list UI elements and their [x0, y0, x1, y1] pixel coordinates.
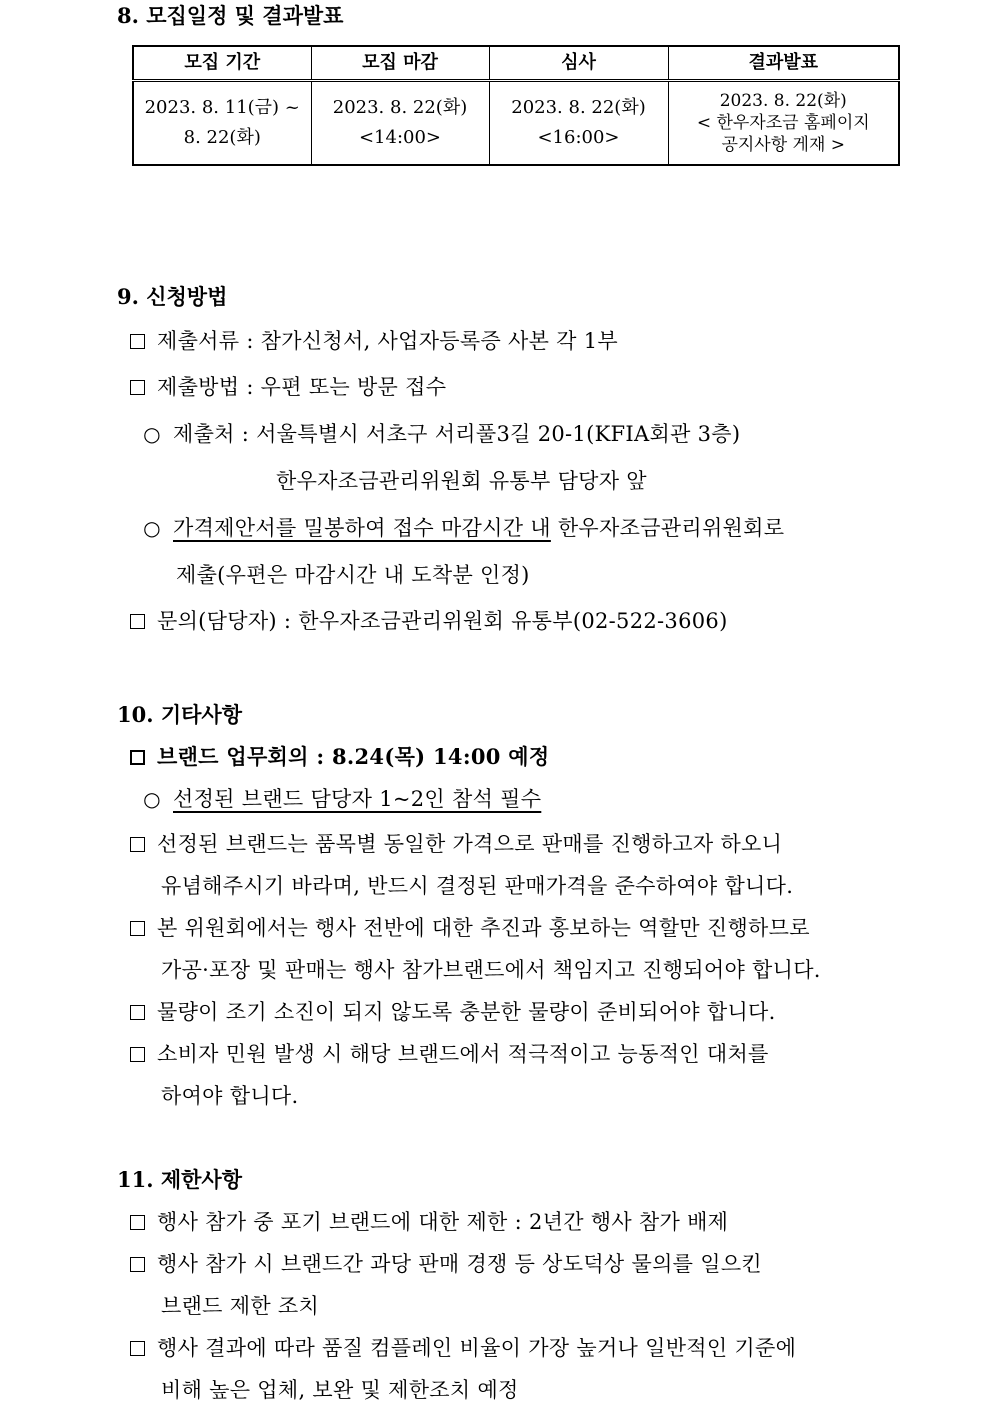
s10-item-meeting [130, 741, 549, 771]
s9-sub-submission-rest: 한우자조금관리위원회로 [550, 516, 785, 540]
s9-sub-submission-underlined: 가격제안서를 밀봉하여 접수 마감시간 내 [173, 516, 551, 540]
circle-bullet-icon: ○ [143, 422, 161, 446]
s9-sub-submission-cont: 제출(우편은 마감시간 내 도착분 인정) [176, 563, 530, 587]
square-checkbox-icon [130, 1047, 145, 1062]
section-11-title: 11. 제한사항 [117, 1167, 242, 1192]
s9-sub-address [141, 418, 740, 448]
schedule-body-row [133, 81, 899, 166]
cell-review-line-1: 2023. 8. 22(화) [511, 97, 646, 118]
s9-item-contact-text: 문의(담당자) : 한우자조금관리위원회 유통부(02-522-3606) [157, 609, 728, 633]
s11-item-quality [130, 1332, 796, 1362]
s10-item-price [130, 828, 782, 858]
circle-bullet-icon: ○ [143, 516, 161, 540]
s9-sub-address-text: 제출처 : 서울특별시 서초구 서리풀3길 20-1(KFIA회관 3층) [173, 422, 741, 446]
square-checkbox-icon [130, 837, 145, 852]
square-checkbox-icon [130, 1257, 145, 1272]
s10-item-complaint-cont: 하여야 합니다. [161, 1084, 299, 1108]
s10-item-complaint-text: 소비자 민원 발생 시 해당 브랜드에서 적극적이고 능동적인 대처를 [157, 1042, 769, 1066]
s11-item-competition-text: 행사 참가 시 브랜드간 과당 판매 경쟁 등 상도덕상 물의를 일으킨 [157, 1252, 762, 1276]
s9-sub-address-cont: 한우자조금관리위원회 유통부 담당자 앞 [276, 469, 647, 493]
s10-item-price-cont: 유념해주시기 바라며, 반드시 결정된 판매가격을 준수하여야 합니다. [161, 874, 794, 898]
s9-item-contact [130, 605, 728, 635]
s10-item-meeting-text: 브랜드 업무회의 : 8.24(목) 14:00 예정 [157, 744, 550, 769]
s10-item-quantity [130, 996, 776, 1026]
square-checkbox-icon [130, 334, 145, 349]
s9-item-documents [130, 325, 618, 355]
s9-item-documents-text: 제출서류 : 참가신청서, 사업자등록증 사본 각 1부 [157, 329, 618, 353]
s10-sub-attend [141, 783, 541, 813]
cell-result-line-1: 2023. 8. 22(화) [719, 91, 847, 111]
s11-item-competition [130, 1248, 762, 1278]
s11-item-quality-text: 행사 결과에 따라 품질 컴플레인 비율이 가장 높거나 일반적인 기준에 [157, 1336, 797, 1360]
square-checkbox-icon [130, 1215, 145, 1230]
cell-review [489, 81, 668, 166]
s11-item-withdraw [130, 1206, 728, 1236]
header-deadline: 모집 마감 [311, 46, 489, 81]
cell-deadline [311, 81, 489, 166]
square-checkbox-icon [130, 380, 145, 395]
s10-item-quantity-text: 물량이 조기 소진이 되지 않도록 충분한 물량이 준비되어야 합니다. [157, 1000, 776, 1024]
section-8-title: 8. 모집일정 및 결과발표 [117, 3, 344, 28]
square-checkbox-icon [130, 614, 145, 629]
s10-item-role-cont: 가공·포장 및 판매는 행사 참가브랜드에서 책임지고 진행되어야 합니다. [161, 958, 821, 982]
s11-item-quality-cont: 비해 높은 업체, 보완 및 제한조치 예정 [161, 1378, 519, 1402]
cell-result [668, 81, 899, 166]
section-10-title: 10. 기타사항 [117, 702, 242, 727]
square-checkbox-icon [130, 1005, 145, 1020]
cell-deadline-line-2: <14:00> [358, 127, 442, 148]
s9-item-method-text: 제출방법 : 우편 또는 방문 접수 [157, 375, 447, 399]
s11-item-withdraw-text: 행사 참가 중 포기 브랜드에 대한 제한 : 2년간 행사 참가 배제 [157, 1210, 729, 1234]
cell-period [133, 81, 311, 166]
header-result: 결과발표 [668, 46, 899, 81]
cell-period-line-1: 2023. 8. 11(금) ~ [144, 97, 300, 118]
cell-result-line-2: < 한우자조금 홈페이지 [696, 113, 870, 133]
cell-deadline-line-1: 2023. 8. 22(화) [332, 97, 468, 118]
square-checkbox-icon [130, 921, 145, 936]
s9-item-method [130, 371, 446, 401]
s10-item-price-text: 선정된 브랜드는 품목별 동일한 가격으로 판매를 진행하고자 하오니 [157, 832, 783, 856]
header-review: 심사 [489, 46, 668, 81]
square-checkbox-icon [130, 1341, 145, 1356]
cell-result-line-3: 공지사항 게재 > [721, 135, 846, 155]
cell-review-line-2: <16:00> [537, 127, 620, 148]
s10-item-role-text: 본 위원회에서는 행사 전반에 대한 추진과 홍보하는 역할만 진행하므로 [157, 916, 810, 940]
section-9-title: 9. 신청방법 [117, 284, 228, 309]
header-period: 모집 기간 [133, 46, 311, 81]
s11-item-competition-cont: 브랜드 제한 조치 [161, 1294, 320, 1318]
s9-sub-submission [141, 512, 784, 542]
circle-bullet-icon: ○ [143, 787, 161, 811]
s10-sub-attend-text: 선정된 브랜드 담당자 1~2인 참석 필수 [173, 787, 542, 811]
s10-item-complaint [130, 1038, 769, 1068]
square-checkbox-icon [130, 750, 145, 765]
cell-period-line-2: 8. 22(화) [183, 127, 261, 148]
schedule-table [132, 45, 900, 166]
schedule-header-row [133, 46, 899, 81]
s10-item-role [130, 912, 810, 942]
